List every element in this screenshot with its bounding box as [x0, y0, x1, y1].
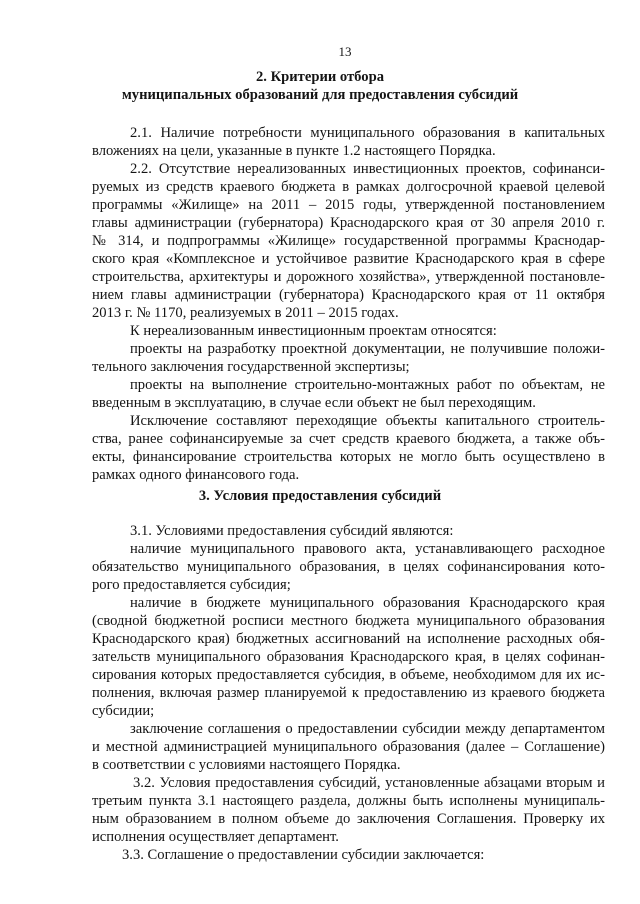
text-line: наличие муниципального правового акта, устанавливающего расходное: [130, 541, 605, 557]
text-line: 3.3. Соглашение о предоставлении субсидии заключается:: [122, 847, 485, 863]
text-line: зательств муниципального образования Краснодарского края, в целях софинан-: [92, 649, 605, 665]
text-line: 3.1. Условиями предоставления субсидий являются:: [130, 523, 454, 539]
text-line: субсидии;: [92, 703, 155, 719]
text-line: руемых из средств краевого бюджета в рамках долгосрочной краевой целевой: [92, 179, 605, 195]
text-line: К нереализованным инвестиционным проектам относятся:: [130, 323, 497, 339]
page-number: 13: [338, 44, 352, 59]
text-line: № 314, и подпрограммы «Жилище» государственной программы Краснодар-: [92, 233, 605, 249]
text-line: рого предоставляется субсидия;: [92, 577, 291, 593]
text-line: екты, финансирование строительства которых не могло быть осуществлено в: [92, 449, 605, 465]
text-line: обязательство муниципального образования, в целях софинансирования кото-: [92, 559, 605, 575]
text-line: нием главы администрации (губернатора) Краснодарского края от 11 октября: [92, 287, 605, 303]
text-line: рамках одного финансового года.: [92, 467, 300, 483]
text-line: 2.2. Отсутствие нереализованных инвестиционных проектов, софинанси-: [130, 161, 605, 177]
section2-heading-line1: 2. Критерии отбора: [255, 69, 385, 85]
text-line: сирования которых предоставляется субсидия, в объеме, необходимом для их ис-: [92, 667, 605, 683]
text-line: 3.2. Условия предоставления субсидий, установленные абзацами вторым и: [133, 775, 605, 791]
text-line: строительства, архитектуры и дорожного хозяйства», утвержденной постановле-: [92, 269, 605, 285]
text-line: программы «Жилище» на 2011 – 2015 годы, утвержденной постановлением: [92, 197, 605, 213]
text-line: Краснодарского края) бюджетных ассигнований на исполнение расходных обя-: [92, 631, 605, 647]
text-line: проекты на разработку проектной документации, не получившие положи-: [130, 341, 605, 357]
section3-heading: 3. Условия предоставления субсидий: [198, 488, 442, 504]
text-line: главы администрации (губернатора) Краснодарского края от 30 апреля 2010 г.: [92, 215, 605, 231]
section2-heading-line2: муниципальных образований для предоставления субсидий: [121, 87, 519, 103]
text-line: проекты на выполнение строительно-монтажных работ по объектам, не: [130, 377, 605, 393]
text-line: ным образованием в полном объеме до заключения Соглашения. Проверку их: [92, 811, 605, 827]
text-line: 2013 г. № 1170, реализуемых в 2011 – 2015 годах.: [92, 305, 399, 321]
text-line: вложениях на цели, указанные в пункте 1.2 настоящего Порядка.: [92, 143, 496, 159]
text-line: и местной администрацией муниципального образования (далее – Соглашение): [92, 739, 605, 755]
text-line: Исключение составляют переходящие объекты капитального строитель-: [130, 413, 605, 429]
text-line: исполнения осуществляет департамент.: [92, 829, 339, 845]
text-line: полнения, включая размер планируемой к предоставлению из краевого бюджета: [92, 685, 605, 701]
text-line: 2.1. Наличие потребности муниципального образования в капитальных: [130, 125, 605, 141]
text-line: ского края «Комплексное и устойчивое развитие Краснодарского края в сфере: [92, 251, 605, 267]
text-line: заключение соглашения о предоставлении субсидии между департаментом: [130, 721, 605, 737]
text-line: третьим пункта 3.1 настоящего раздела, должны быть исполнены муниципаль-: [92, 793, 605, 809]
text-line: (сводной бюджетной росписи местного бюджета муниципального образования: [92, 613, 605, 629]
text-line: введенным в эксплуатацию, в случае если объект не был переходящим.: [92, 395, 536, 411]
text-line: ства, ранее софинансируемые за счет средств краевого бюджета, а также объ-: [92, 431, 605, 447]
text-line: в соответствии с условиями настоящего Порядка.: [92, 757, 401, 773]
text-line: наличие в бюджете муниципального образования Краснодарского края: [130, 595, 605, 611]
text-line: тельного заключения государственной экспертизы;: [92, 359, 410, 375]
